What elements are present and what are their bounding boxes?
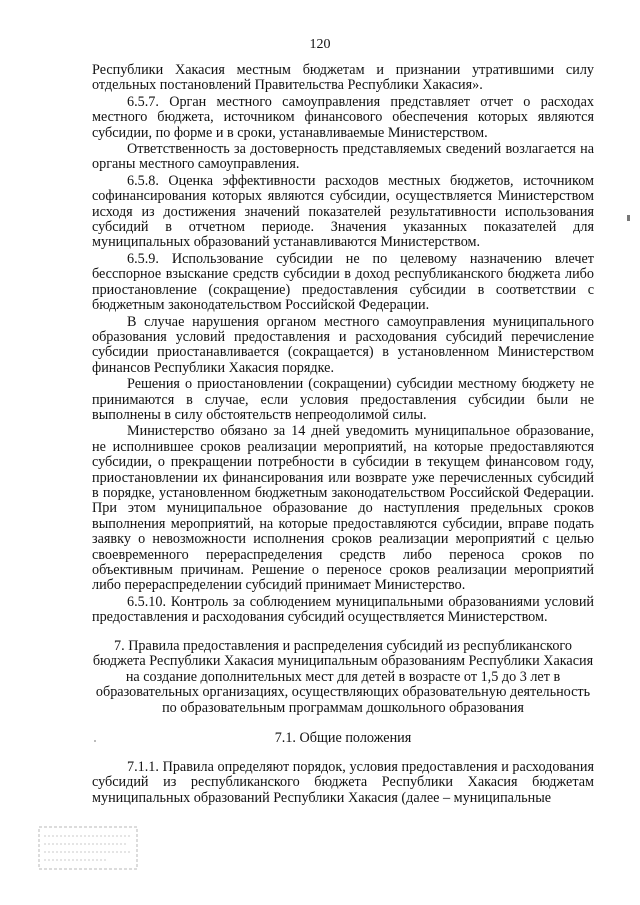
section-heading-line: образовательных организациях, осуществляющих образовательную деятельность — [95, 684, 591, 701]
section-heading-line: на создание дополнительных мест для детей в возрасте от 1,5 до 3 лет в — [125, 668, 561, 685]
section-heading — [92, 639, 594, 717]
document-body — [92, 63, 594, 806]
paragraph: 6.5.8. Оценка эффективности расходов местных бюджетов, источником софинансирования которых являются субсидии, осуществляется Министерством исходя из достижения значений показателей результативности использования субсидий в отчетном периоде. Значения указанных показателей для муниципальных образований устанавливаются Министерством. — [92, 172, 594, 251]
paragraph: 6.5.9. Использование субсидии не по целевому назначению влечет бесспорное взыскание средств субсидии в доход республиканского бюджета либо приостановление (сокращение) предоставления субсидии в соответствии с бюджетным законодательством Российской Федерации. — [92, 250, 594, 314]
paragraph: Ответственность за достоверность представляемых сведений возлагается на органы местного самоуправления. — [92, 141, 594, 173]
paragraph: В случае нарушения органом местного самоуправления муниципального образования условий предоставления и расходования субсидий перечисление субсидии приостанавливается (сокращается) в установленном Министерством финансов Республики Хакасия порядке. — [92, 313, 594, 376]
scan-mark — [94, 740, 96, 742]
paragraph: 7.1.1. Правила определяют порядок, условия предоставления и расходования субсидий из республиканского бюджета Республики Хакасия бюджетам муниципальных образований Республики Хакасия (далее – муниципальные — [92, 759, 594, 806]
paragraph: Республики Хакасия местным бюджетам и признании утратившими силу отдельных постановлений Правительства Республики Хакасия». — [92, 62, 594, 94]
paragraph: 6.5.10. Контроль за соблюдением муниципальными образованиями условий предоставления и расходования субсидий осуществляется Министерством. — [92, 593, 594, 626]
approval-stamp — [38, 826, 138, 870]
section-heading-line: бюджета Республики Хакасия муниципальным образованиям Республики Хакасия — [92, 653, 594, 670]
subsection-heading: 7.1. Общие положения — [274, 729, 412, 746]
page-number: 120 — [309, 37, 331, 52]
paragraph: 6.5.7. Орган местного самоуправления представляет отчет о расходах местного бюджета, источником финансового обеспечения которых являются субсидии, по форме и в сроки, устанавливаемые Министерством. — [92, 93, 594, 141]
scan-mark — [627, 215, 630, 221]
section-heading-line: 7. Правила предоставления и распределения субсидий из республиканского — [114, 637, 572, 654]
paragraph: Министерство обязано за 14 дней уведомить муниципальное образование, не исполнившее сроков реализации мероприятий, на которые предоставляются субсидии, о прекращении потребности в субсидии в текущем финансовом году, приостановлении их финансирования или возврате уже перечисленных субсидий в порядке, установленном бюджетным законодательством Российской Федерации. При этом муниципальное образование до наступления предельных сроков выполнения мероприятий, на которые предоставляются субсидии, вправе подать заявку о невозможности исполнения сроков реализации мероприятий с целью своевременного перераспределения средств либо переноса сроков по объективным причинам. Решение о переносе сроков реализации мероприятий либо перераспределении субсидий принимает Министерство. — [92, 423, 594, 594]
section-heading-line: по образовательным программам дошкольного образования — [162, 700, 524, 716]
paragraph: Решения о приостановлении (сокращении) субсидии местному бюджету не принимаются в случае, если условия предоставления субсидии были не выполнены в силу обстоятельств непреодолимой силы. — [92, 376, 594, 423]
